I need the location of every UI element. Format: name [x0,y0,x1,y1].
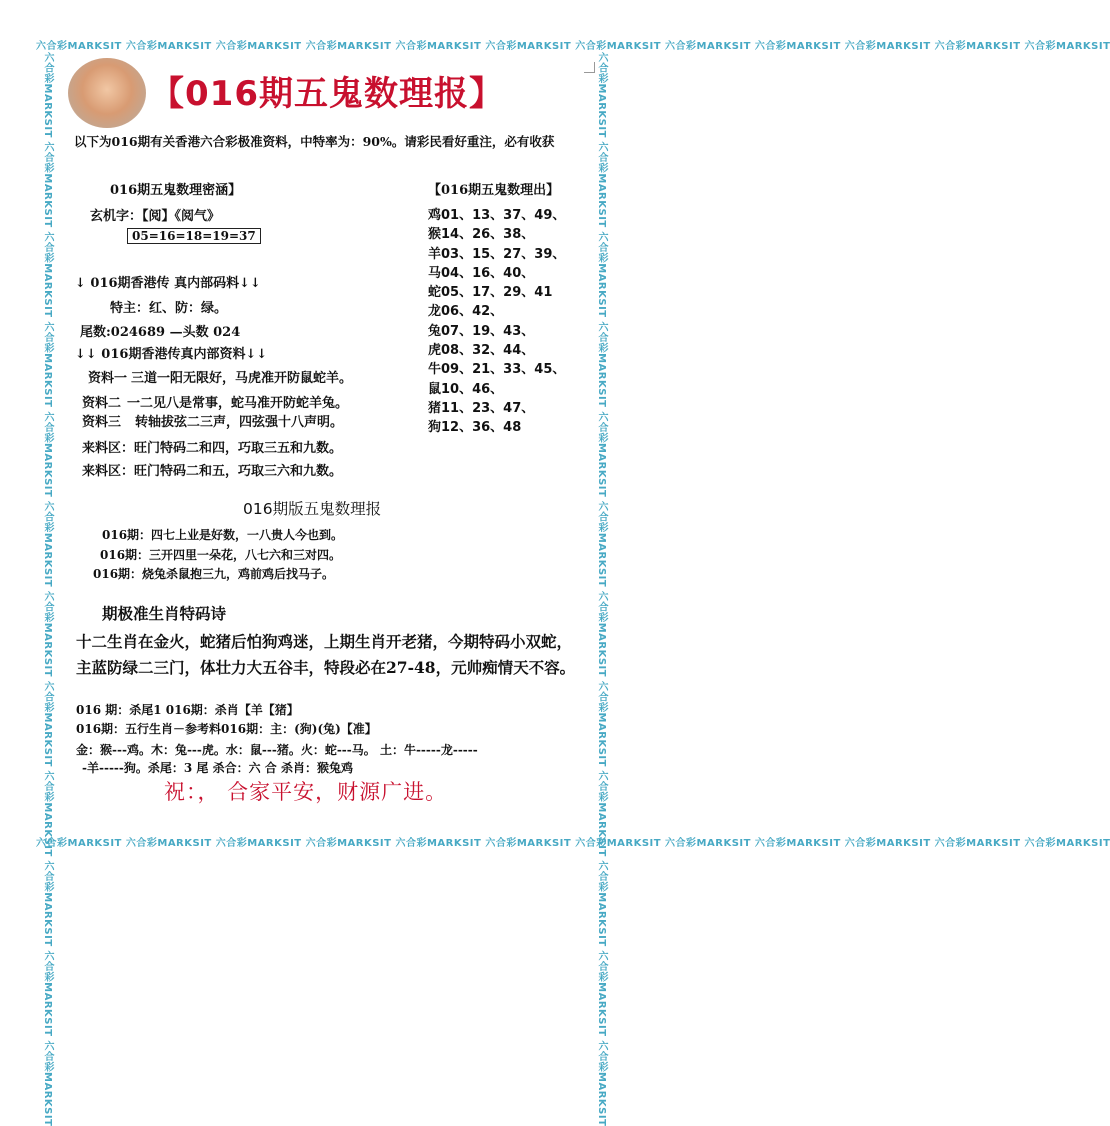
source1-text: 旺门特码二和四，巧取三五和九数。 [134,441,343,456]
watermark-top-text: 六合彩MARKSIT 六合彩MARKSIT 六合彩MARKSIT 六合彩MARKSIT 六合彩MARKSIT 六合彩MARKSIT 六合彩MARKSIT 六合彩MARKSIT 六合彩MARKSIT 六合彩MARKSIT 六合彩MARKSIT 六合彩MARKSIT [36,41,1110,52]
zodiac-item: 狗12、36、48 [428,420,522,436]
right-heading: 【016期五鬼数理出】 [428,183,560,198]
watermark-left [40,52,54,1126]
footer-line3: 金：猴---鸡。木：兔---虎。水：鼠---猪。火：蛇---马。 土：牛-----龙----- [76,743,478,757]
data3-label: 资料三 [82,415,122,430]
xuanji-row [90,205,220,224]
zodiac-item: 蛇05、17、29、41 [428,285,553,301]
source1-row [82,437,342,456]
source2-text: 旺门特码二和五，巧取三六和九数。 [134,464,343,479]
number-sequence: 05=16=18=19=37 [127,228,261,244]
zodiac-item: 猴14、26、38、 [428,227,535,243]
poem-title: 期极准生肖特码诗 [102,604,227,623]
footer-line2: 016期：五行生肖－参考料016期：主：(狗)(兔)【准】 [76,722,377,736]
zodiac-item: 鸡01、13、37、49、 [428,208,566,223]
left-heading: 016期五鬼数理密涵】 [110,183,242,198]
tezhu-line: 特主：红、防：绿。 [110,301,228,316]
page-title: 【016期五鬼数理报】 [150,74,504,114]
footer-line4: -羊-----狗。杀尾：3 尾 杀合：六 合 杀肖：猴兔鸡 [82,761,353,775]
watermark-right-text: 六合彩MARKSIT 六合彩MARKSIT 六合彩MARKSIT 六合彩MARKSIT 六合彩MARKSIT 六合彩MARKSIT 六合彩MARKSIT 六合彩MARKSIT 六合彩MARKSIT 六合彩MARKSIT 六合彩MARKSIT 六合彩MARKSIT [596,52,607,1126]
zodiac-item: 牛09、21、33、45、 [428,362,566,378]
zodiac-item: 龙06、42、 [428,304,504,320]
poem-line1: 十二生肖在金火，蛇猪后怕狗鸡迷，上期生肖开老猪，今期特码小双蛇， [76,632,573,651]
section2-line1: 016期：四七上业是好数，一八贵人今也到。 [102,528,344,542]
data1-row [88,367,352,386]
watermark-right [594,52,608,1126]
xuanji-value: 【阅】《阅气》 [142,209,221,224]
watermark-left-text: 六合彩MARKSIT 六合彩MARKSIT 六合彩MARKSIT 六合彩MARKSIT 六合彩MARKSIT 六合彩MARKSIT 六合彩MARKSIT 六合彩MARKSIT 六合彩MARKSIT 六合彩MARKSIT 六合彩MARKSIT 六合彩MARKSIT [42,52,53,1126]
number-sequence-box [127,229,261,243]
source2-row [82,460,342,479]
data1-text: 三道一阳无限好，马虎准开防鼠蛇羊。 [131,371,353,386]
corner-mark-icon [584,62,595,73]
data2-row [82,392,348,411]
source1-label: 来料区： [82,441,135,456]
weishu-line: 尾数:024689 —头数 024 [80,325,241,340]
source2-label: 来料区： [82,464,135,479]
hk-data-heading: ↓↓ 016期香港传真内部资料↓↓ [75,347,268,362]
blessing-text: 祝：， 合家平安，财源广进。 [164,780,448,804]
footer-line1: 016 期：杀尾1 016期：杀肖【羊【猪】 [76,703,299,717]
section2-heading: 016期版五鬼数理报 [243,500,382,518]
zodiac-item: 兔07、19、43、 [428,323,535,339]
poem-line2: 主蓝防绿二三门，体壮力大五谷丰，特段必在27-48，元帅痴情天不容。 [76,658,576,677]
data1-label: 资料一 [88,371,128,386]
xuanji-label: 玄机字： [90,209,143,224]
zodiac-item: 羊03、15、27、39、 [428,246,566,262]
avatar [68,58,146,128]
data3-text: 转轴拔弦二三声，四弦强十八声明。 [135,415,344,430]
zodiac-item: 虎08、32、44、 [428,343,535,359]
zodiac-number-list [428,206,565,438]
data3-row [82,411,343,430]
zodiac-item: 猪11、23、47、 [428,400,535,416]
zodiac-item: 马04、16、40、 [428,265,535,281]
watermark-bottom [36,834,1110,849]
watermark-bottom-text: 六合彩MARKSIT 六合彩MARKSIT 六合彩MARKSIT 六合彩MARKSIT 六合彩MARKSIT 六合彩MARKSIT 六合彩MARKSIT 六合彩MARKSIT 六合彩MARKSIT 六合彩MARKSIT 六合彩MARKSIT 六合彩MARKSIT [36,838,1110,849]
data2-label: 资料二 [82,396,122,411]
zodiac-item: 鼠10、46、 [428,381,504,397]
data2-text: 一二见八是常事，蛇马准开防蛇羊兔。 [127,396,349,411]
watermark-top [36,37,1110,52]
section2-line2: 016期：三开四里一朵花，八七六和三对四。 [100,548,342,562]
intro-text: 以下为016期有关香港六合彩极准资料，中特率为：90%。请彩民看好重注，必有收获 [74,134,555,149]
section2-line3: 016期：烧兔杀鼠抱三九，鸡前鸡后找马子。 [93,567,335,581]
hk-code-heading: ↓ 016期香港传 真内部码料↓↓ [75,276,261,291]
